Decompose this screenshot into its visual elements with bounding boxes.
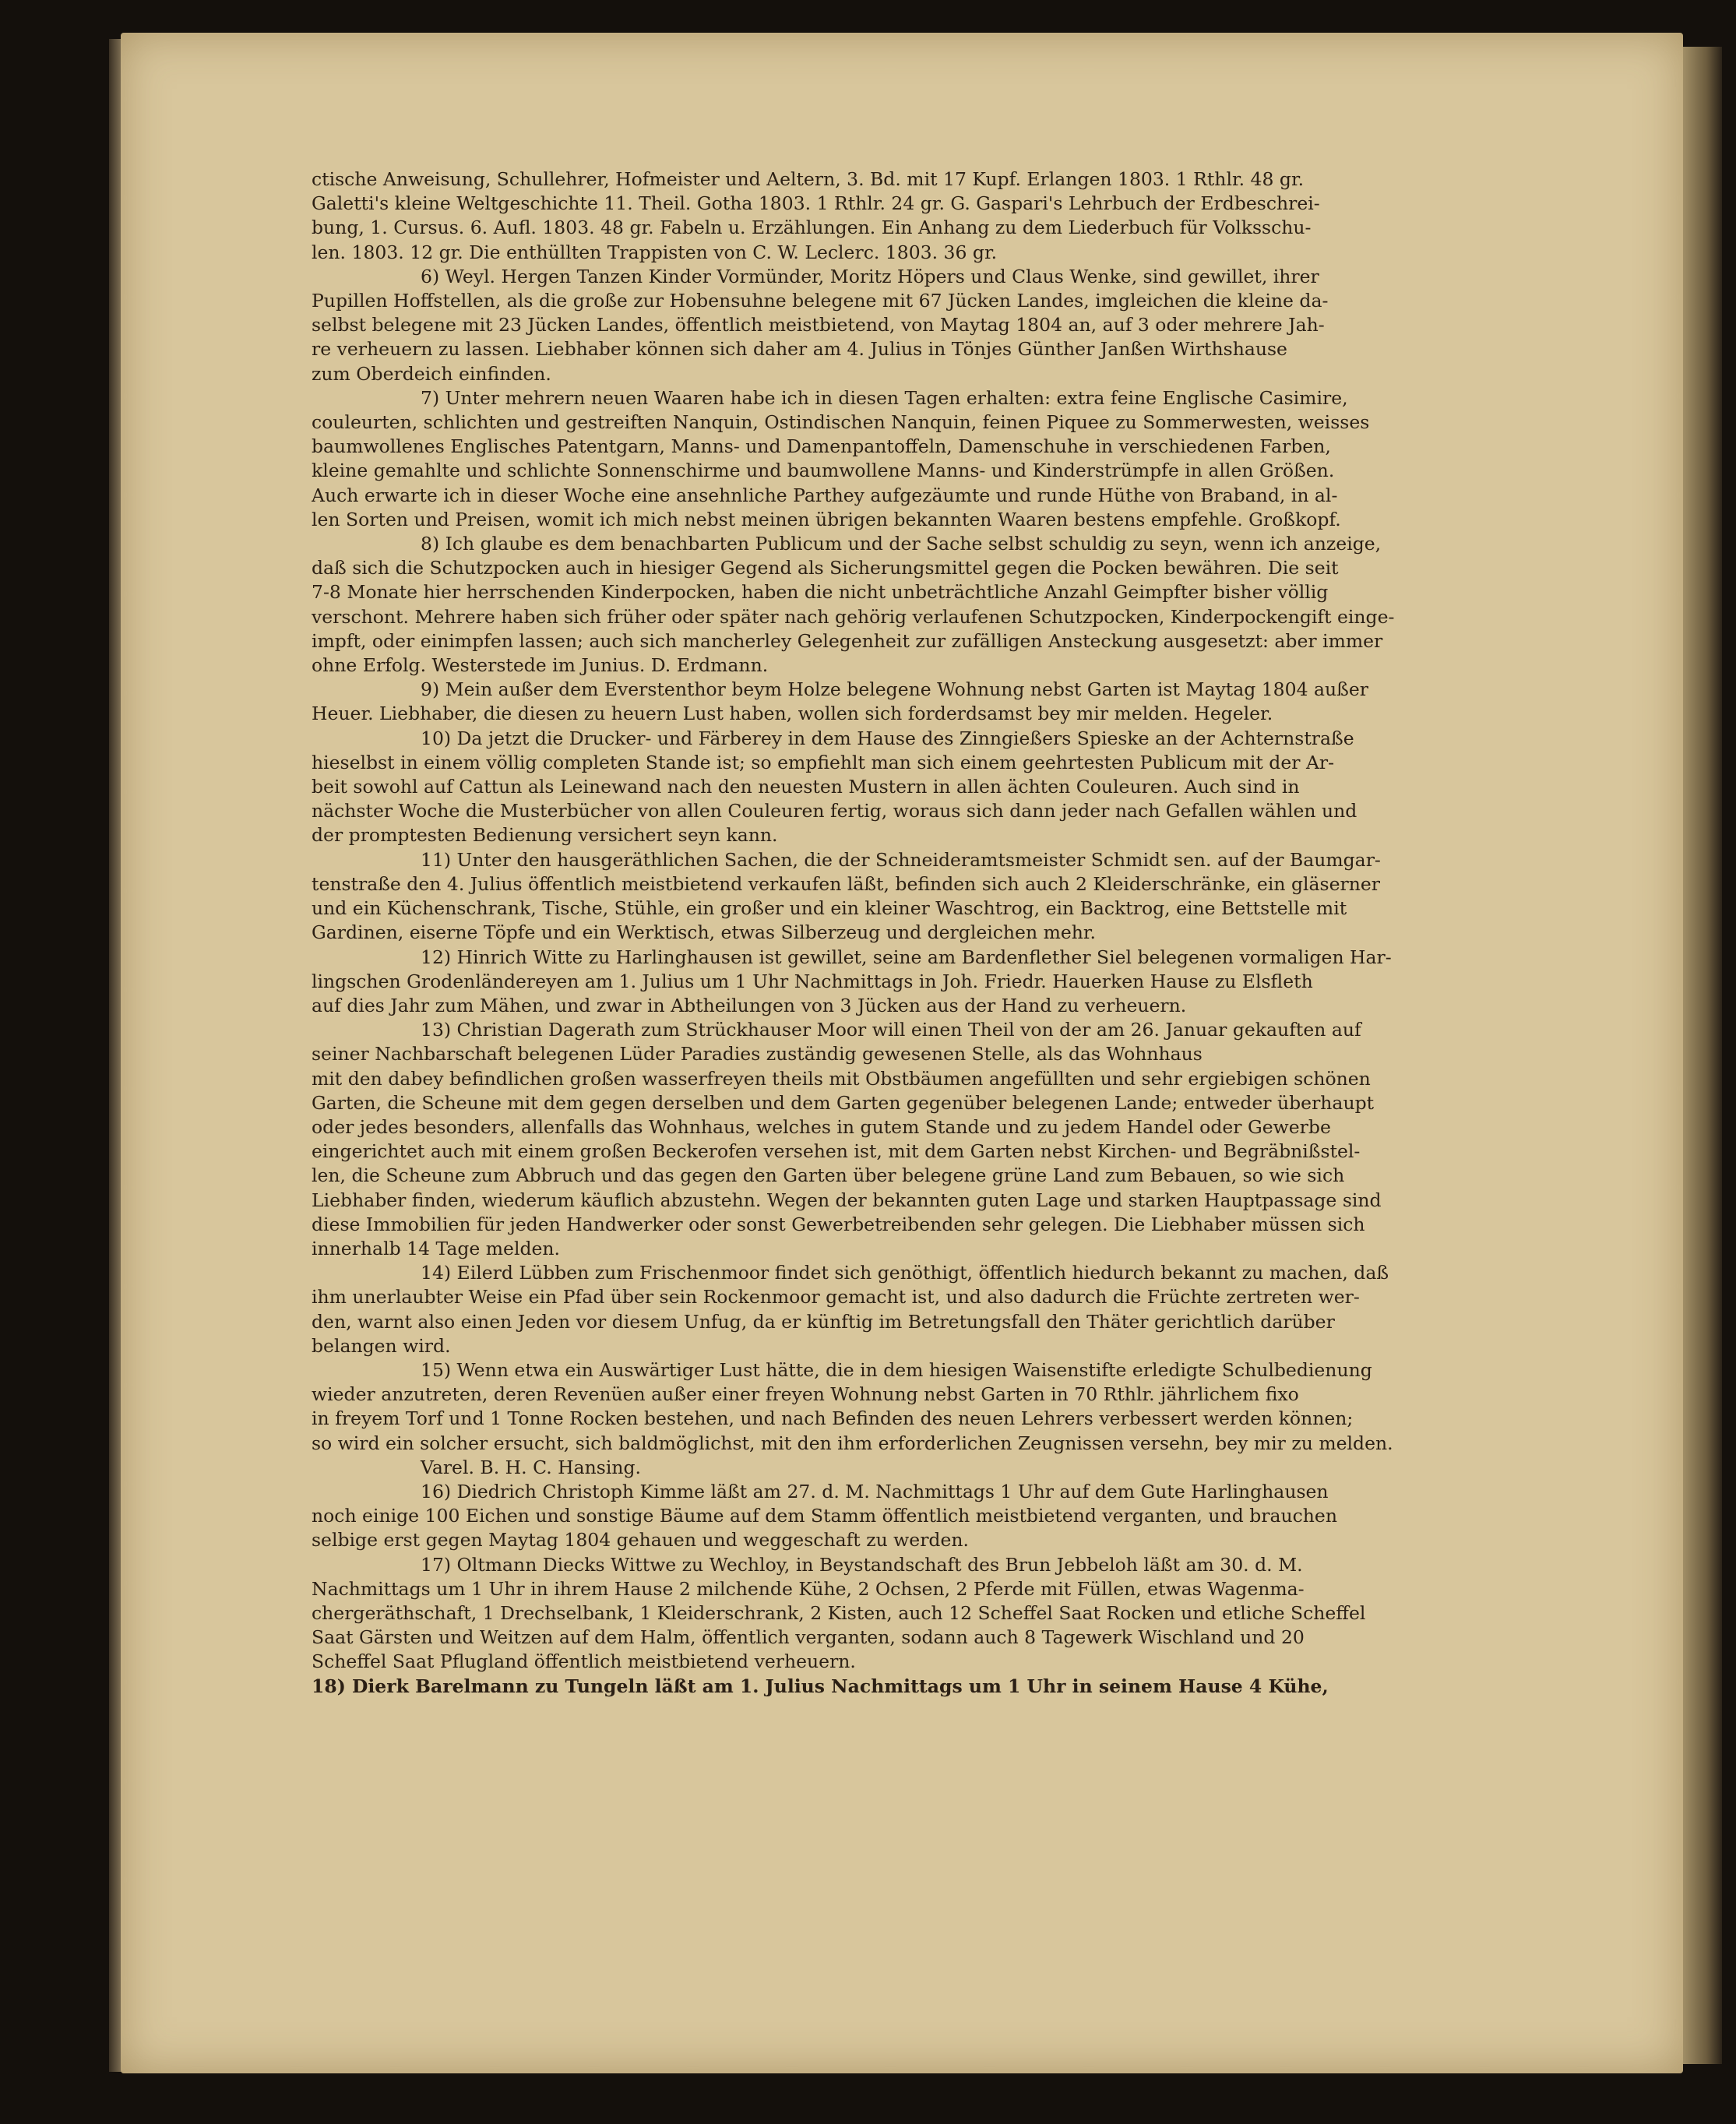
text-line: Nachmittags um 1 Uhr in ihrem Hause 2 milchende Kühe, 2 Ochsen, 2 Pferde mit Füllen, etwas Wagenma-: [312, 1577, 1305, 1600]
text-line: und ein Küchenschrank, Tische, Stühle, ein großer und ein kleiner Waschtrog, ein Backtrog, eine Bettstelle mit: [312, 897, 1347, 920]
text-line: tenstraße den 4. Julius öffentlich meistbietend verkaufen läßt, befinden sich auch 2 Kleiderschränke, ein gläserner: [312, 872, 1380, 895]
text-line: len, die Scheune zum Abbruch und das gegen den Garten über belegene grüne Land zum Bebauen, so wie sich: [312, 1164, 1345, 1187]
text-line: 12) Hinrich Witte zu Harlinghausen ist gewillet, seine am Bardenflether Siel belegenen vormaligen Har-: [421, 946, 1392, 968]
text-line: ohne Erfolg. Westerstede im Junius. D. Erdmann.: [312, 654, 769, 677]
text-line: 7) Unter mehrern neuen Waaren habe ich in diesen Tagen erhalten: extra feine Englische Casimire,: [421, 386, 1348, 409]
text-line: Auch erwarte ich in dieser Woche eine ansehnliche Parthey aufgezäumte und runde Hüthe von Braband, in al-: [312, 484, 1338, 506]
text-line: 14) Eilerd Lübben zum Frischenmoor findet sich genöthigt, öffentlich hiedurch bekannt zu machen, daß: [421, 1262, 1389, 1284]
text-line: oder jedes besonders, allenfalls das Wohnhaus, welches in gutem Stande und zu jedem Handel oder Gewerbe: [312, 1115, 1331, 1138]
text-line: Pupillen Hoffstellen, als die große zur Hobensuhne belegene mit 67 Jücken Landes, imgleichen die kleine da-: [312, 290, 1329, 312]
text-line: noch einige 100 Eichen und sonstige Bäume auf dem Stamm öffentlich meistbietend verganten, und brauchen: [312, 1505, 1337, 1527]
text-line: len. 1803. 12 gr. Die enthüllten Trappisten von C. W. Leclerc. 1803. 36 gr.: [312, 241, 998, 263]
text-line: mit den dabey befindlichen großen wasserfreyen theils mit Obstbäumen angefüllten und sehr ergiebigen schönen: [312, 1067, 1371, 1090]
text-line: so wird ein solcher ersucht, sich baldmöglichst, mit den ihm erforderlichen Zeugnissen versehn, bey mir zu melden.: [312, 1432, 1393, 1454]
text-line: ctische Anweisung, Schullehrer, Hofmeister und Aeltern, 3. Bd. mit 17 Kupf. Erlangen 1803. 1 Rthlr. 48 gr.: [312, 168, 1305, 190]
page-text: [312, 167, 1628, 1699]
text-line: Garten, die Scheune mit dem gegen derselben und dem Garten gegenüber belegenen Lande; entweder überhaupt: [312, 1091, 1375, 1114]
text-line: Liebhaber finden, wiederum käuflich abzustehn. Wegen der bekannten guten Lage und starken Hauptpassage sind: [312, 1189, 1382, 1211]
text-line: 17) Oltmann Diecks Wittwe zu Wechloy, in Beystandschaft des Brun Jebbeloh läßt am 30. d. M.: [421, 1553, 1303, 1576]
text-line: 18) Dierk Barelmann zu Tungeln läßt am 1. Julius Nachmittags um 1 Uhr in seinem Hause 4 Kühe,: [312, 1675, 1329, 1697]
text-line: nächster Woche die Musterbücher von allen Couleuren fertig, woraus sich dann jeder nach Gefallen wählen und: [312, 800, 1357, 822]
text-line: 6) Weyl. Hergen Tanzen Kinder Vormünder, Moritz Höpers und Claus Wenke, sind gewillet, ihrer: [421, 265, 1319, 287]
text-line: Varel. B. H. C. Hansing.: [421, 1456, 642, 1478]
text-line: selbst belegene mit 23 Jücken Landes, öffentlich meistbietend, von Maytag 1804 an, auf 3 oder mehrere Jah-: [312, 314, 1325, 336]
text-line: bung, 1. Cursus. 6. Aufl. 1803. 48 gr. Fabeln u. Erzählungen. Ein Anhang zu dem Liederbuch für Volksschu-: [312, 217, 1312, 239]
text-line: len Sorten und Preisen, womit ich mich nebst meinen übrigen bekannten Waaren bestens empfehle. Großkopf.: [312, 508, 1341, 530]
text-line: 7-8 Monate hier herrschenden Kinderpocken, haben die nicht unbeträchtliche Anzahl Geimpfter bisher völlig: [312, 581, 1329, 604]
text-line: wieder anzutreten, deren Revenüen außer einer freyen Wohnung nebst Garten in 70 Rthlr. jährlichem fixo: [312, 1383, 1299, 1406]
text-line: 9) Mein außer dem Everstenthor beym Holze belegene Wohnung nebst Garten ist Maytag 1804 außer: [421, 678, 1368, 701]
text-line: daß sich die Schutzpocken auch in hiesiger Gegend als Sicherungsmittel gegen die Pocken bewähren. Die seit: [312, 557, 1339, 579]
text-line: zum Oberdeich einfinden.: [312, 362, 551, 385]
text-line: auf dies Jahr zum Mähen, und zwar in Abtheilungen von 3 Jücken aus der Hand zu verheuern.: [312, 994, 1187, 1016]
text-line: baumwollenes Englisches Patentgarn, Manns- und Damenpantoffeln, Damenschuhe in verschiedenen Farben,: [312, 435, 1331, 458]
text-line: Heuer. Liebhaber, die diesen zu heuern Lust haben, wollen sich forderdsamst bey mir melden. Hegeler.: [312, 703, 1273, 725]
text-line: Scheffel Saat Pflugland öffentlich meistbietend verheuern.: [312, 1650, 856, 1673]
text-line: chergeräthschaft, 1 Drechselbank, 1 Kleiderschrank, 2 Kisten, auch 12 Scheffel Saat Rocken und etliche Scheffel: [312, 1601, 1366, 1624]
text-line: 15) Wenn etwa ein Auswärtiger Lust hätte, die in dem hiesigen Waisenstifte erledigte Schulbedienung: [421, 1358, 1372, 1381]
text-line: 8) Ich glaube es dem benachbarten Publicum und der Sache selbst schuldig zu seyn, wenn ich anzeige,: [421, 533, 1382, 555]
text-line: innerhalb 14 Tage melden.: [312, 1237, 561, 1259]
text-line: lingschen Grodenländereyen am 1. Julius um 1 Uhr Nachmittags in Joh. Friedr. Hauerken Hause zu Elsfleth: [312, 970, 1313, 992]
text-line: impft, oder einimpfen lassen; auch sich mancherley Gelegenheit zur zufälligen Ansteckung ausgesetzt: aber immer: [312, 629, 1383, 652]
text-line: 10) Da jetzt die Drucker- und Färberey in dem Hause des Zinngießers Spieske an der Achternstraße: [421, 727, 1354, 749]
text-line: Gardinen, eiserne Töpfe und ein Werktisch, etwas Silberzeug und dergleichen mehr.: [312, 921, 1097, 944]
text-line: 13) Christian Dagerath zum Strückhauser Moor will einen Theil von der am 26. Januar gekauften auf: [421, 1019, 1361, 1041]
text-line: hieselbst in einem völlig completen Stande ist; so empfiehlt man sich einem geehrtesten Publicum mit der Ar-: [312, 751, 1335, 773]
text-line: 11) Unter den hausgeräthlichen Sachen, die der Schneideramtsmeister Schmidt sen. auf der Baumgar-: [421, 848, 1381, 871]
page-fold-edge: [1683, 47, 1722, 2064]
text-line: ihm unerlaubter Weise ein Pfad über sein Rockenmoor gemacht ist, und also dadurch die Früchte zertreten wer-: [312, 1286, 1360, 1309]
text-line: den, warnt also einen Jeden vor diesem Unfug, da er künftig im Betretungsfall den Thäter gerichtlich darüber: [312, 1310, 1335, 1333]
text-line: seiner Nachbarschaft belegenen Lüder Paradies zuständig gewesenen Stelle, als das Wohnhaus: [312, 1043, 1203, 1066]
text-line: re verheuern zu lassen. Liebhaber können sich daher am 4. Julius in Tönjes Günther Janßen Wirthshause: [312, 338, 1287, 361]
text-line: verschont. Mehrere haben sich früher oder später nach gehörig verlaufenen Schutzpocken, Kinderpockengift einge-: [312, 605, 1395, 628]
text-line: diese Immobilien für jeden Handwerker oder sonst Gewerbetreibenden sehr gelegen. Die Liebhaber müssen sich: [312, 1213, 1365, 1235]
text-line: belangen wird.: [312, 1334, 451, 1357]
text-line: beit sowohl auf Cattun als Leinewand nach den neuesten Mustern in allen ächten Couleuren. Auch sind in: [312, 776, 1300, 798]
text-line: der promptesten Bedienung versichert seyn kann.: [312, 824, 778, 847]
text-line: kleine gemahlte und schlichte Sonnenschirme und baumwollene Manns- und Kinderstrümpfe in allen Größen.: [312, 460, 1335, 482]
text-line: eingerichtet auch mit einem großen Beckerofen versehen ist, mit dem Garten nebst Kirchen- und Begräbnißstel-: [312, 1140, 1361, 1163]
text-line: 16) Diedrich Christoph Kimme läßt am 27. d. M. Nachmittags 1 Uhr auf dem Gute Harlinghausen: [421, 1480, 1329, 1502]
text-line: in freyem Torf und 1 Tonne Rocken bestehen, und nach Befinden des neuen Lehrers verbessert werden können;: [312, 1407, 1354, 1430]
text-line: Galetti's kleine Weltgeschichte 11. Theil. Gotha 1803. 1 Rthlr. 24 gr. G. Gaspari's Lehrbuch der Erdbeschrei-: [312, 192, 1320, 215]
text-line: selbige erst gegen Maytag 1804 gehauen und weggeschaft zu werden.: [312, 1529, 969, 1552]
text-line: Saat Gärsten und Weitzen auf dem Halm, öffentlich verganten, sodann auch 8 Tagewerk Wischland und 20: [312, 1626, 1305, 1649]
text-line: couleurten, schlichten und gestreiften Nanquin, Ostindischen Nanquin, feinen Piquee zu Sommerwesten, weisses: [312, 411, 1370, 434]
